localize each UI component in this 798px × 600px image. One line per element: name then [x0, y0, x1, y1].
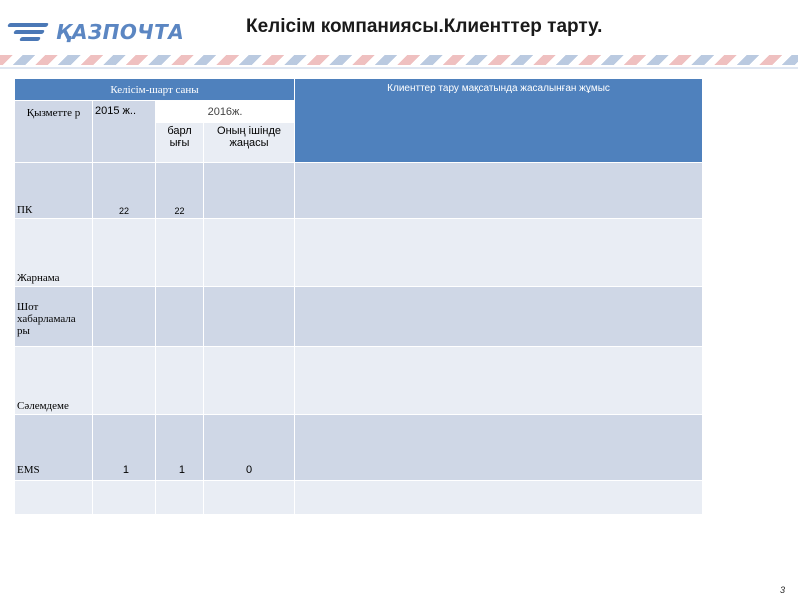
row-new: 0	[204, 415, 295, 481]
row-total	[156, 347, 204, 415]
table-row	[15, 163, 703, 219]
row-service	[15, 481, 93, 515]
col-header-total: барл ығы	[156, 123, 204, 163]
row-2015	[93, 219, 156, 287]
group-header-contracts: Келісім-шарт саны	[15, 79, 295, 101]
row-new	[204, 481, 295, 515]
col-header-2015: 2015 ж..	[93, 101, 156, 163]
col-header-2016: 2016ж.	[156, 101, 295, 123]
row-service: Сәлемдеме	[15, 347, 93, 415]
row-2015: 22	[93, 163, 156, 219]
row-new	[204, 163, 295, 219]
page-title: Келісім компаниясы.Клиенттер тарту.	[246, 16, 603, 37]
row-2015	[93, 347, 156, 415]
row-service: Шот хабарламала ры	[15, 287, 93, 347]
contracts-table	[14, 78, 702, 515]
col-header-new: Оның ішінде жаңасы	[204, 123, 295, 163]
page-number: 3	[780, 585, 786, 595]
row-total: 22	[156, 163, 204, 219]
row-total	[156, 287, 204, 347]
row-work	[295, 481, 703, 515]
row-new	[204, 347, 295, 415]
logo-mark-icon	[8, 21, 52, 43]
row-total: 1	[156, 415, 204, 481]
row-work	[295, 163, 703, 219]
work-header: Клиенттер тару мақсатында жасалынған жұмыс	[295, 79, 703, 163]
divider-line	[0, 67, 798, 69]
table-row	[15, 347, 703, 415]
row-work	[295, 347, 703, 415]
airmail-stripe	[0, 55, 798, 65]
kazpost-logo	[8, 20, 184, 44]
row-total	[156, 481, 204, 515]
row-2015: 1	[93, 415, 156, 481]
row-work	[295, 415, 703, 481]
row-service: Жарнама	[15, 219, 93, 287]
row-work	[295, 287, 703, 347]
row-new	[204, 219, 295, 287]
row-service: ПК	[15, 163, 93, 219]
col-header-service: Қызметте р	[15, 101, 93, 163]
table-row	[15, 415, 703, 481]
row-service: EMS	[15, 415, 93, 481]
logo-text: ҚАЗПОЧТА	[56, 20, 185, 44]
table-row	[15, 219, 703, 287]
row-2015	[93, 287, 156, 347]
table-row	[15, 287, 703, 347]
table-row	[15, 481, 703, 515]
row-work	[295, 219, 703, 287]
row-2015	[93, 481, 156, 515]
row-new	[204, 287, 295, 347]
row-total	[156, 219, 204, 287]
